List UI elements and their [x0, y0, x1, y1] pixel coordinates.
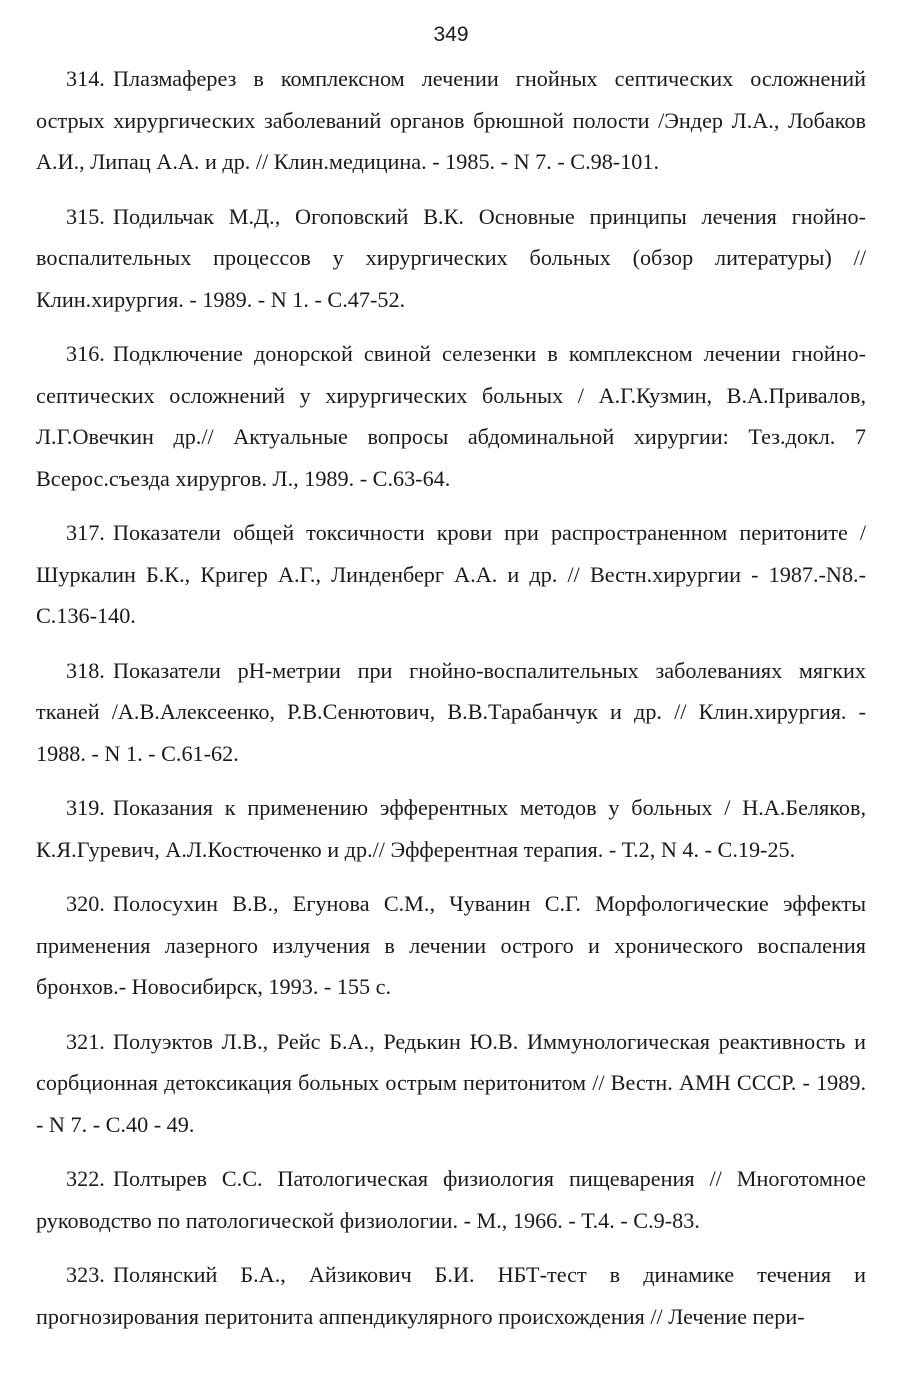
reference-text: Подильчак М.Д., Огоповский В.К. Основные принципы лечения гнойно-воспалительных процессов у хирургических больных (обзор литературы) // Клин.хирургия. - 1989. - N 1. - С.47-52.: [36, 203, 866, 312]
reference-item: [36, 58, 866, 183]
reference-number: 319.: [66, 795, 105, 820]
reference-text: Полянский Б.А., Айзикович Б.И. НБТ-тест в динамике течения и прогнозирования перитонита аппендикулярного происхождения // Лечение пери-: [36, 1262, 866, 1329]
reference-list: [36, 58, 866, 1350]
reference-number: 322.: [66, 1166, 105, 1191]
reference-text: Показатели pH-метрии при гнойно-воспалительных заболеваниях мягких тканей /А.В.Алексеенко, Р.В.Сенютович, В.В.Тарабанчук и др. // Клин.хирургия. - 1988. - N 1. - С.61-62.: [36, 657, 866, 766]
reference-number: 318.: [66, 657, 105, 683]
reference-number: 321.: [66, 1028, 105, 1054]
reference-number: 314.: [66, 66, 105, 91]
reference-number: 316.: [66, 341, 105, 366]
reference-number: 317.: [66, 520, 105, 545]
reference-number: 320.: [66, 891, 105, 916]
reference-text: Показания к применению эфферентных методов у больных / Н.А.Беляков, К.Я.Гуревич, А.Л.Костюченко и др.// Эфферентная терапия. - Т.2, N 4. - С.19-25.: [36, 795, 866, 862]
reference-item: [36, 196, 866, 321]
reference-item: [36, 883, 866, 1008]
reference-number: 323.: [66, 1262, 105, 1287]
reference-item: [36, 512, 866, 637]
reference-number: 315.: [66, 203, 105, 229]
reference-text: Полуэктов Л.В., Рейс Б.А., Редькин Ю.В. Иммунологическая реактивность и сорбционная детоксикация больных острым перитонитом // Вестн. АМН СССР. - 1989. - N 7. - С.40 - 49.: [36, 1028, 866, 1137]
reference-text: Плазмаферез в комплексном лечении гнойных септических осложнений острых хирургических заболеваний органов брюшной полости /Эндер Л.А., Лобаков А.И., Липац А.А. и др. // Клин.медицина. - 1985. - N 7. - С.98-101.: [36, 66, 866, 174]
reference-text: Показатели общей токсичности крови при распространенном перитоните /Шуркалин Б.К., Кригер А.Г., Линденберг А.А. и др. // Вестн.хирургии - 1987.-N8.-С.136-140.: [36, 520, 866, 628]
reference-item: [36, 650, 866, 775]
reference-item: [36, 1254, 866, 1337]
reference-text: Подключение донорской свиной селезенки в комплексном лечении гнойно-септических осложнений у хирургических больных / А.Г.Кузмин, В.А.Привалов, Л.Г.Овечкин др.// Актуальные вопросы абдоминальной хирургии: Тез.докл. 7 Всерос.съезда хирургов. Л., 1989. - С.63-64.: [36, 341, 866, 491]
reference-item: [36, 333, 866, 499]
page-number: 349: [433, 23, 469, 46]
reference-item: [36, 1021, 866, 1146]
reference-item: [36, 1158, 866, 1241]
reference-text: Полтырев С.С. Патологическая физиология пищеварения // Многотомное руководство по патологической физиологии. - М., 1966. - Т.4. - С.9-83.: [36, 1166, 866, 1233]
reference-item: [36, 787, 866, 870]
reference-text: Полосухин В.В., Егунова С.М., Чуванин С.Г. Морфологические эффекты применения лазерного излучения в лечении острого и хронического воспаления бронхов.- Новосибирск, 1993. - 155 с.: [36, 891, 866, 999]
